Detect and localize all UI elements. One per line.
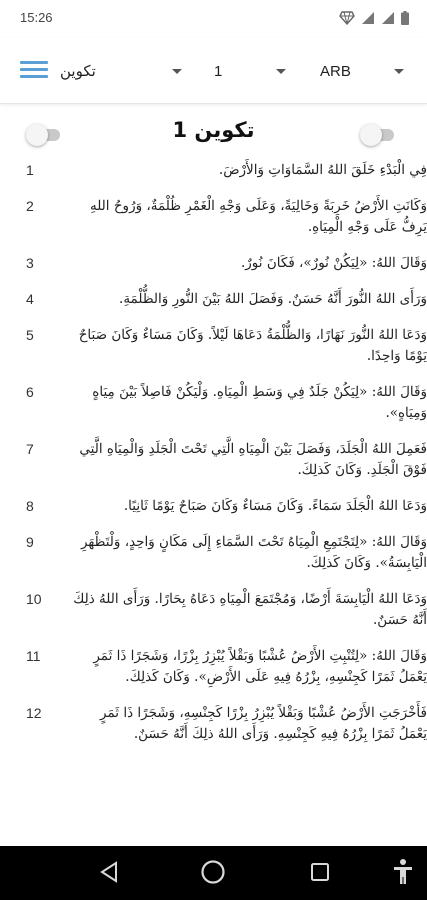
verse-number: 12 (26, 705, 42, 721)
verse-text: وَدَعَا اللهُ الْجَلَدَ سَمَاءً. وَكَانَ مَسَاءٌ وَكَانَ صَبَاحٌ يَوْمًا ثَانِيًا. (123, 498, 427, 514)
verse-text: فِي الْبَدْءِ خَلَقَ اللهُ السَّمَاوَاتِ وَالأَرْضَ. (218, 162, 427, 178)
verse-text: وَقَالَ اللهُ: «لِيَكُنْ نُورٌ»، فَكَانَ نُورٌ. (241, 255, 427, 271)
book-dropdown-label: تكوين (60, 63, 96, 80)
recents-icon[interactable] (310, 862, 330, 882)
verse-number: 5 (26, 327, 34, 343)
battery-icon (401, 11, 409, 25)
verse-number: 1 (26, 162, 34, 178)
verse-text: وَكَانَتِ الأَرْضُ خَرِبَةً وَخَالِيَةً، وَعَلَى وَجْهِ الْغَمْرِ ظُلْمَةٌ، وَرُوحُ اللهِ يَرِفُّ عَلَى وَجْهِ الْمِيَاهِ. (89, 198, 427, 235)
verse-text: فَعَمِلَ اللهُ الْجَلَدَ، وَفَصَلَ بَيْنَ الْمِيَاهِ الَّتِي تَحْتَ الْجَلَدِ وَالْمِيَاهِ الَّتِي فَوْقَ الْجَلَدِ. وَكَانَ كَذلِكَ. (79, 441, 427, 478)
verse-number: 7 (26, 441, 34, 457)
verse-text: وَقَالَ اللهُ: «لِتُنْبِتِ الأَرْضُ عُشْبًا وَبَقْلاً يُبْزِرُ بِزْرًا، وَشَجَرًا ذَا ثَمَرٍ يَعْمَلُ ثَمَرًا كَجِنْسِهِ، بِزْرُهُ فِيهِ عَلَى الأَرْضِ». وَكَانَ كَذلِكَ. (93, 648, 427, 685)
verse-number: 11 (26, 648, 41, 664)
chevron-down-icon (394, 69, 404, 74)
verse-item[interactable] (0, 325, 427, 367)
chapter-dropdown-label: 1 (214, 62, 223, 80)
toolbar (0, 38, 427, 104)
diamond-icon (339, 11, 355, 25)
hamburger-menu-icon[interactable] (20, 59, 50, 83)
status-time: 15:26 (20, 10, 53, 25)
verse-item[interactable] (0, 496, 427, 517)
verse-number: 2 (26, 198, 34, 214)
back-icon[interactable] (98, 860, 120, 884)
verse-item[interactable] (0, 439, 427, 481)
chapter-content[interactable] (0, 104, 427, 846)
status-icons (339, 11, 409, 25)
verse-text: وَرَأَى اللهُ النُّورَ أَنَّهُ حَسَنٌ. وَفَصَلَ اللهُ بَيْنَ النُّورِ وَالظُّلْمَةِ. (119, 291, 427, 307)
verse-text: وَقَالَ اللهُ: «لِتَجْتَمِعِ الْمِيَاهُ تَحْتَ السَّمَاءِ إِلَى مَكَانٍ وَاحِدٍ، وَلْتَظْهَرِ الْيَابِسَةُ». وَكَانَ كَذلِكَ. (80, 534, 427, 571)
verse-text: وَدَعَا اللهُ الْيَابِسَةَ أَرْضًا، وَمُجْتَمَعَ الْمِيَاهِ دَعَاهُ بِحَارًا. وَرَأَى اللهُ ذلِكَ أَنَّهُ حَسَنٌ. (73, 591, 427, 628)
verse-item[interactable] (0, 289, 427, 310)
verse-item[interactable] (0, 160, 427, 181)
verse-text: وَدَعَا اللهُ النُّورَ نَهَارًا، وَالظُّلْمَةُ دَعَاهَا لَيْلاً. وَكَانَ مَسَاءٌ وَكَانَ صَبَاحٌ يَوْمًا وَاحِدًا. (78, 327, 427, 364)
version-dropdown[interactable] (318, 58, 410, 84)
book-dropdown[interactable] (60, 58, 190, 84)
verse-item[interactable] (0, 646, 427, 688)
verse-item[interactable] (0, 382, 427, 424)
verse-list (0, 160, 427, 745)
verse-number: 8 (26, 498, 34, 514)
home-icon[interactable] (200, 859, 226, 885)
title-row (0, 104, 427, 160)
chevron-down-icon (172, 69, 182, 74)
chapter-title: تكوين 1 (172, 118, 255, 142)
verse-number: 9 (26, 534, 34, 550)
chapter-dropdown[interactable] (212, 58, 292, 84)
version-dropdown-label: ARB (320, 62, 351, 80)
verse-number: 6 (26, 384, 34, 400)
accessibility-icon[interactable] (392, 858, 414, 886)
signal-icon (381, 11, 395, 25)
status-bar (0, 0, 427, 38)
verse-text: فَأَخْرَجَتِ الأَرْضُ عُشْبًا وَبَقْلاً يُبْزِرُ بِزْرًا كَجِنْسِهِ، وَشَجَرًا ذَا ثَمَرٍ يَعْمَلُ ثَمَرًا بِزْرُهُ فِيهِ كَجِنْسِهِ. وَرَأَى اللهُ ذلِكَ أَنَّهُ حَسَنٌ. (100, 705, 427, 742)
verse-item[interactable] (0, 532, 427, 574)
verse-number: 4 (26, 291, 34, 307)
verse-item[interactable] (0, 703, 427, 745)
verse-item[interactable] (0, 589, 427, 631)
verse-item[interactable] (0, 196, 427, 238)
verse-number: 3 (26, 255, 34, 271)
verse-number: 10 (26, 591, 42, 607)
navigation-bar (0, 846, 427, 900)
chevron-down-icon (276, 69, 286, 74)
verse-text: وَقَالَ اللهُ: «لِيَكُنْ جَلَدٌ فِي وَسَطِ الْمِيَاهِ. وَلْيَكُنْ فَاصِلاً بَيْنَ مِيَاهٍ وَمِيَاهٍ». (92, 384, 427, 421)
verse-item[interactable] (0, 253, 427, 274)
right-toggle-switch[interactable] (360, 124, 396, 144)
signal-icon (361, 11, 375, 25)
